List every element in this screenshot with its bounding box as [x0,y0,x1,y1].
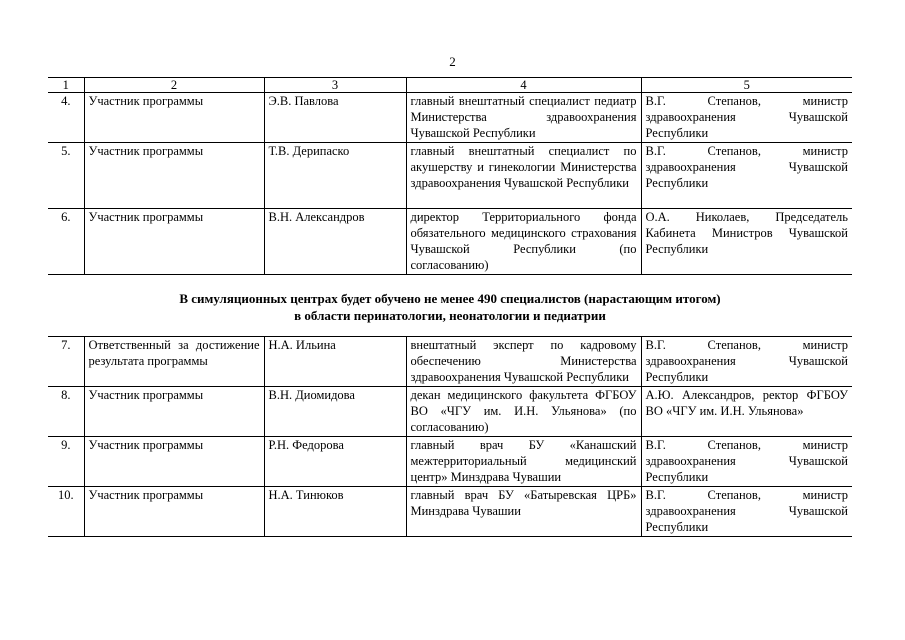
row-name: Э.В. Павлова [264,93,406,143]
row-role: Участник программы [84,487,264,537]
row-number: 7. [48,337,84,387]
row-number: 10. [48,487,84,537]
row-position: декан медицинского факультета ФГБОУ ВО «ЧГУ им. И.Н. Ульянова» (по согласованию) [406,387,641,437]
row-name: Т.В. Дерипаско [264,143,406,209]
row-position: главный внештатный специалист по акушерству и гинекологии Министерства здравоохранения Чувашской Республики [406,143,641,209]
row-position: главный врач БУ «Батыревская ЦРБ» Минздрава Чувашии [406,487,641,537]
row-name: В.Н. Диомидова [264,387,406,437]
table-row [48,209,852,275]
table-row [48,487,852,537]
table-bottom-border [48,536,852,537]
row-supervisor: В.Г. Степанов, министр здравоохранения Чувашской Республики [641,143,852,209]
header-cell: 2 [84,78,264,93]
row-supervisor: А.Ю. Александров, ректор ФГБОУ ВО «ЧГУ им. И.Н. Ульянова» [641,387,852,437]
row-role: Участник программы [84,437,264,487]
table-row [48,143,852,209]
row-supervisor: В.Г. Степанов, министр здравоохранения Чувашской Республики [641,337,852,387]
row-role: Участник программы [84,209,264,275]
row-number: 5. [48,143,84,209]
responsibility-table-bottom [48,336,852,537]
table-row [48,93,852,143]
row-number: 6. [48,209,84,275]
section-title-line: В симуляционных центрах будет обучено не менее 490 специалистов (нарастающим итогом) [179,291,721,306]
header-cell: 1 [48,78,84,93]
row-name: Р.Н. Федорова [264,437,406,487]
row-name: Н.А. Тинюков [264,487,406,537]
header-cell: 4 [406,78,641,93]
page-number: 2 [449,54,456,69]
row-role: Участник программы [84,93,264,143]
row-number: 8. [48,387,84,437]
header-cell: 3 [264,78,406,93]
responsibility-table-top [48,77,852,275]
section-title [48,290,852,324]
row-role: Участник программы [84,387,264,437]
header-cell: 5 [641,78,852,93]
row-number: 9. [48,437,84,487]
row-position: главный врач БУ «Канашский межтерриториальный медицинский центр» Минздрава Чувашии [406,437,641,487]
table-header-row [48,78,852,93]
section-title-line: в области перинатологии, неонатологии и педиатрии [294,308,606,323]
row-position: внештатный эксперт по кадровому обеспечению Министерства здравоохранения Чувашской Республики [406,337,641,387]
row-position: директор Территориального фонда обязательного медицинского страхования Чувашской Республики (по согласованию) [406,209,641,275]
row-supervisor: В.Г. Степанов, министр здравоохранения Чувашской Республики [645,488,848,534]
row-role: Участник программы [84,143,264,209]
row-name: В.Н. Александров [264,209,406,275]
row-supervisor: О.А. Николаев, Председатель Кабинета Министров Чувашской Республики [641,209,852,275]
row-role: Ответственный за достижение результата программы [84,337,264,387]
row-position: главный внештатный специалист педиатр Министерства здравоохранения Чувашской Республики [406,93,641,143]
table-row [48,337,852,387]
table-row [48,387,852,437]
row-supervisor: В.Г. Степанов, министр здравоохранения Чувашской Республики [641,93,852,143]
table-row [48,437,852,487]
row-number: 4. [48,93,84,143]
row-name: Н.А. Ильина [264,337,406,387]
row-supervisor: В.Г. Степанов, министр здравоохранения Чувашской Республики [641,437,852,487]
